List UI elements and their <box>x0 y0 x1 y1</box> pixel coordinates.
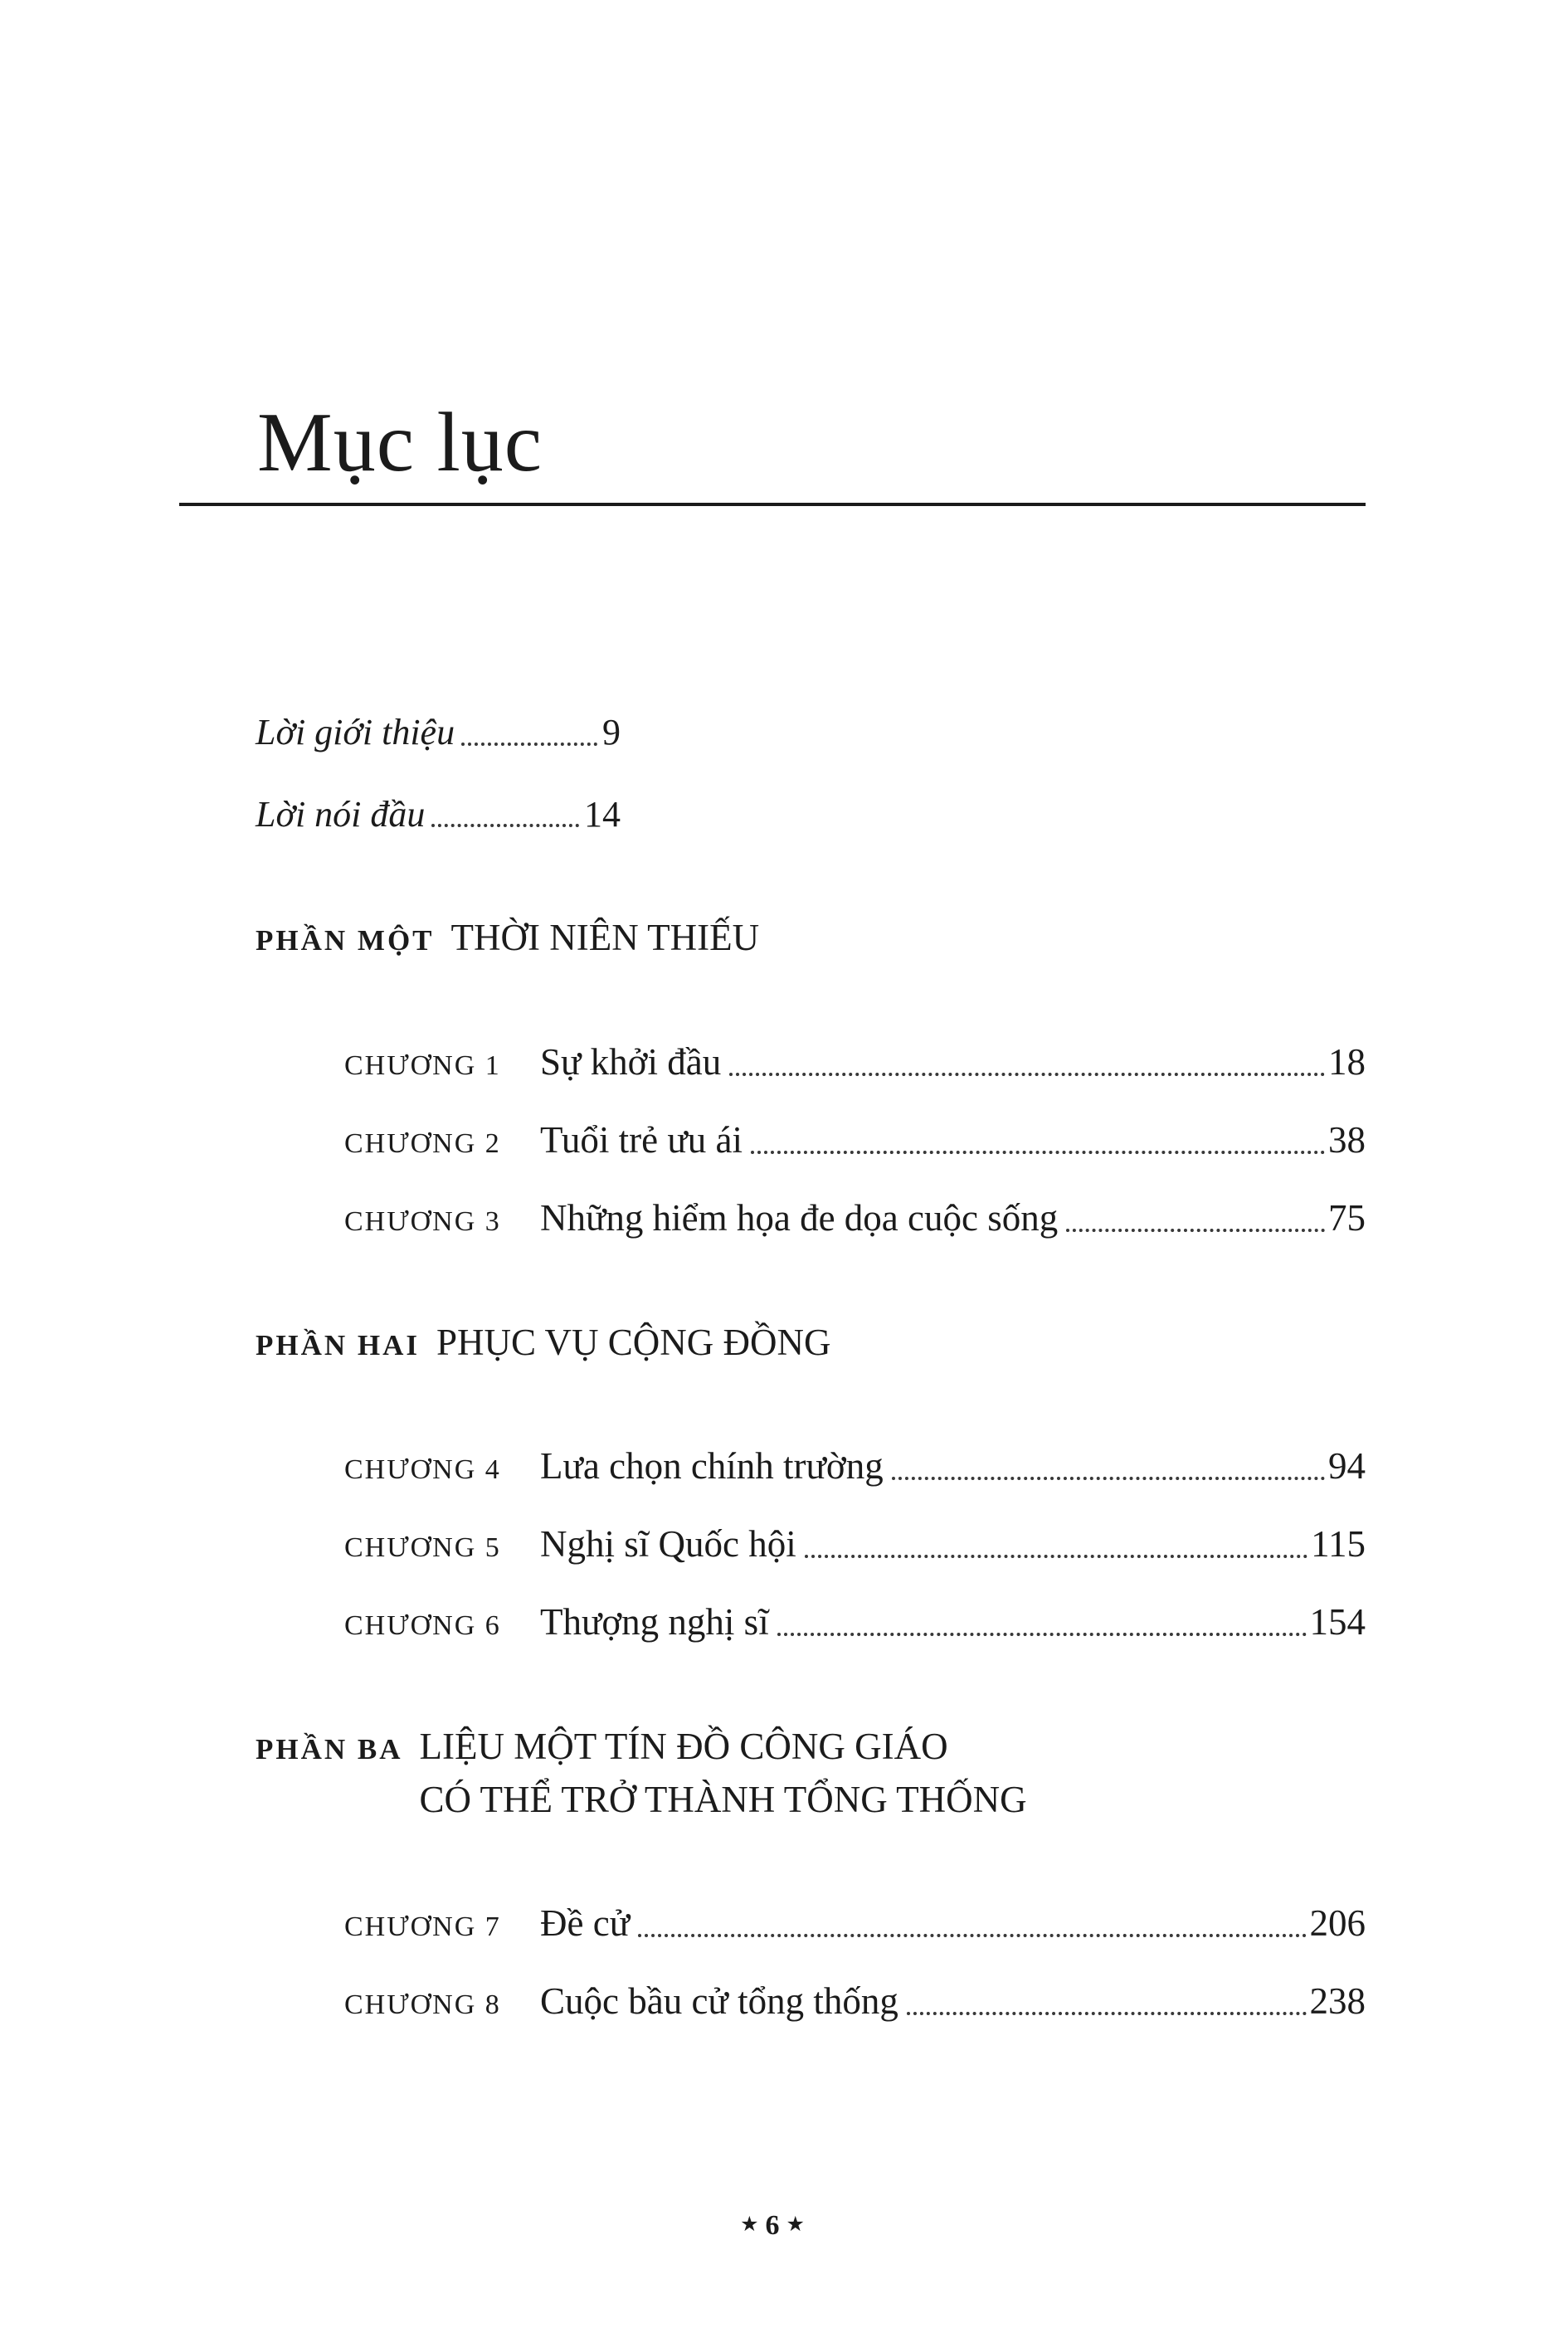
front-matter-label: Lời nói đầu <box>256 793 426 835</box>
chapter-entry <box>344 1523 1366 1566</box>
front-matter-label: Lời giới thiệu <box>256 712 455 753</box>
part-title <box>420 1721 1027 1827</box>
chapter-list <box>179 1445 1366 1643</box>
part-heading <box>256 1317 1366 1370</box>
dot-leader <box>751 1151 1325 1154</box>
dot-leader <box>907 2012 1307 2015</box>
part-title <box>451 912 760 965</box>
front-matter-entry <box>256 712 621 754</box>
chapter-label: CHƯƠNG 2 <box>344 1128 501 1160</box>
chapter-title: Cuộc bầu cử tổng thống <box>540 1980 898 2023</box>
dot-leader <box>1066 1229 1325 1232</box>
chapter-page-number: 154 <box>1309 1600 1366 1643</box>
part-label: PHẦN HAI <box>256 1328 421 1361</box>
dot-leader <box>431 824 579 827</box>
dot-leader <box>892 1477 1325 1480</box>
chapter-page-number: 238 <box>1309 1980 1366 2023</box>
chapter-entry <box>344 1119 1366 1162</box>
chapter-list <box>179 1902 1366 2023</box>
front-matter-page-number: 9 <box>602 712 621 753</box>
chapter-title: Sự khởi đầu <box>540 1041 722 1083</box>
front-matter-page-number: 14 <box>584 793 621 835</box>
part-heading <box>256 1721 1366 1827</box>
chapter-label: CHƯƠNG 8 <box>344 1989 501 2021</box>
chapter-title: Những hiểm họa đe dọa cuộc sống <box>540 1196 1059 1239</box>
title-rule <box>179 503 1366 506</box>
part-label: PHẦN BA <box>256 1732 403 1765</box>
dot-leader <box>461 743 597 746</box>
page-title: Mục lục <box>257 396 543 489</box>
part-title-line2: CÓ THỂ TRỞ THÀNH TỔNG THỐNG <box>419 1778 1027 1820</box>
chapter-entry <box>344 1601 1366 1644</box>
dot-leader <box>638 1934 1306 1937</box>
chapter-page-number: 115 <box>1311 1523 1366 1566</box>
chapter-page-number: 75 <box>1328 1196 1366 1239</box>
chapter-entry <box>344 1041 1366 1084</box>
chapter-page-number: 206 <box>1309 1902 1366 1945</box>
dot-leader <box>805 1555 1307 1558</box>
dot-leader <box>729 1073 1325 1076</box>
chapter-entry <box>344 1445 1366 1488</box>
chapter-label: CHƯƠNG 4 <box>344 1454 501 1486</box>
chapter-title: Thượng nghị sĩ <box>540 1600 769 1643</box>
footer-page-number: 6 <box>765 2210 780 2241</box>
part-label: PHẦN MỘT <box>256 924 435 957</box>
chapter-page-number: 38 <box>1328 1119 1366 1161</box>
chapter-title: Đề cử <box>540 1902 631 1945</box>
chapter-label: CHƯƠNG 6 <box>344 1609 501 1641</box>
chapter-label: CHƯƠNG 1 <box>344 1050 501 1082</box>
chapter-entry <box>344 1197 1366 1240</box>
front-matter-entry <box>256 794 621 836</box>
chapter-label: CHƯƠNG 3 <box>344 1205 501 1237</box>
chapter-label: CHƯƠNG 5 <box>344 1532 501 1564</box>
chapter-label: CHƯƠNG 7 <box>344 1911 501 1943</box>
part-heading <box>256 912 1366 965</box>
chapter-title: Tuổi trẻ ưu ái <box>540 1119 743 1161</box>
front-matter-section <box>179 712 1366 835</box>
chapter-page-number: 18 <box>1328 1041 1366 1083</box>
part-title-line1: LIỆU MỘT TÍN ĐỒ CÔNG GIÁO <box>419 1725 948 1767</box>
chapter-title: Lưa chọn chính trường <box>540 1445 884 1488</box>
chapter-entry <box>344 1980 1366 2023</box>
chapter-title: Nghị sĩ Quốc hội <box>540 1523 796 1566</box>
chapter-list <box>179 1041 1366 1239</box>
part-title-line1: PHỤC VỤ CỘNG ĐỒNG <box>436 1321 831 1363</box>
star-icon: ★ <box>786 2213 805 2236</box>
dot-leader <box>777 1633 1307 1636</box>
part-title <box>436 1317 830 1370</box>
chapter-page-number: 94 <box>1328 1445 1366 1488</box>
chapter-entry <box>344 1902 1366 1945</box>
page-footer <box>179 2210 1366 2242</box>
star-icon: ★ <box>740 2213 759 2236</box>
part-title-line1: THỜI NIÊN THIẾU <box>450 917 760 959</box>
